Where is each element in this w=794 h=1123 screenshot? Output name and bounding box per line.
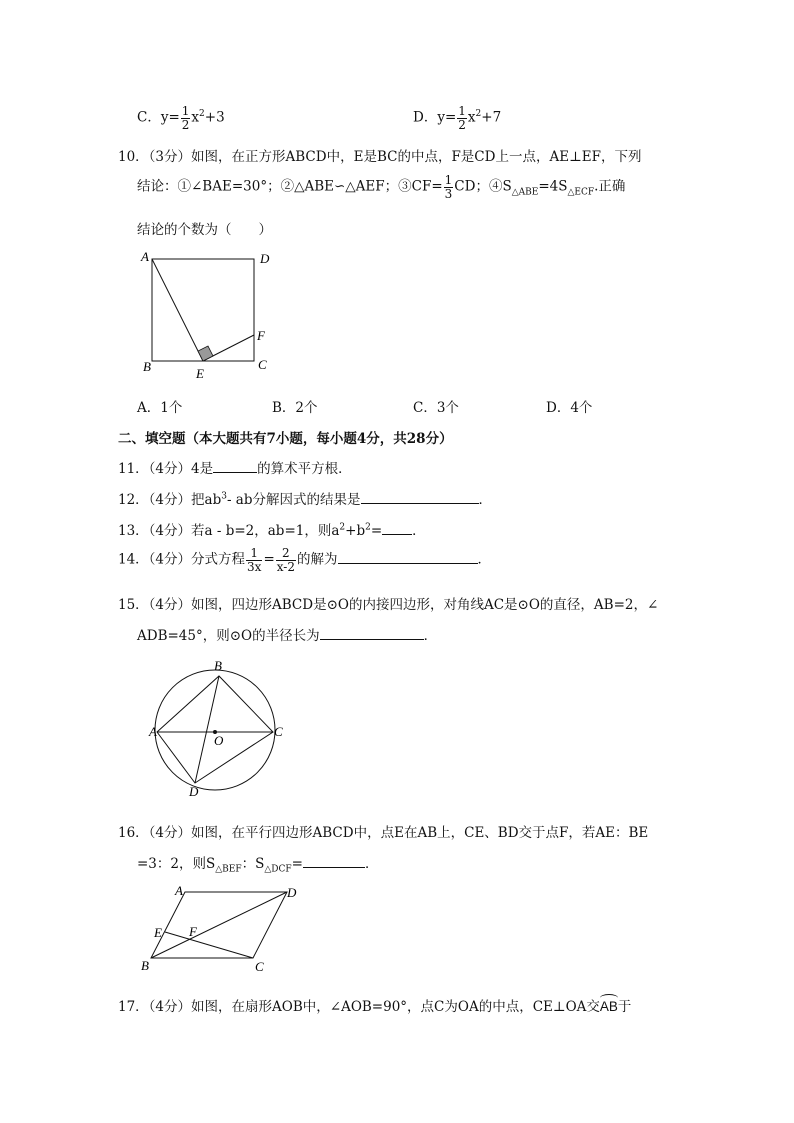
- label-a: A: [149, 724, 157, 739]
- q11-answer-blank: [213, 460, 257, 473]
- label-e: E: [196, 366, 204, 381]
- label-e: E: [154, 925, 162, 940]
- arc-ab: AB: [599, 999, 618, 1014]
- q9-option-d: D．y= $\frac{1}{2}$ $x^2+7$: [413, 104, 502, 132]
- q15-line2: ADB=45°，则⊙O的半径长为 ．: [137, 628, 438, 644]
- label-c: C: [255, 959, 264, 974]
- q15-circle-figure: [145, 655, 295, 805]
- q13: 13．（4分）若a - b=2，ab=1，则$a^2+b^2=$ ．: [118, 522, 426, 539]
- q16-line1: 16．（4分）如图，在平行四边形ABCD中，点E在AB上，CE、BD交于点F，若AE：BE: [118, 825, 649, 841]
- label-f: F: [189, 924, 197, 939]
- q15-answer-blank: [320, 627, 424, 640]
- q14: 14．（4分）分式方程 $\frac{1}{3x}$ = $\frac{2}{x-2}$ 的解为 ．: [118, 546, 491, 574]
- q11: 11．（4分）4是 的算术平方根．: [118, 461, 352, 477]
- label-f: F: [257, 328, 265, 343]
- section-heading: 二、填空题（本大题共有7小题，每小题4分，共28分）: [118, 431, 453, 447]
- label-d: D: [260, 251, 270, 266]
- label-b: B: [141, 958, 149, 973]
- label-c: C: [258, 357, 267, 372]
- q15-line1: 15．（4分）如图，四边形ABCD是⊙O的内接四边形，对角线AC是⊙O的直径，AB=2，∠: [118, 597, 659, 613]
- q16-line2: =3：2，则$S_{\triangle BEF}$：$S_{\triangle DCF}=$ ．: [137, 856, 379, 875]
- q16-parallelogram-figure: [135, 880, 310, 980]
- q9-option-c: C．y= $\frac{1}{2}$ $x^2+3$: [137, 104, 225, 132]
- label-b: B: [214, 658, 222, 673]
- q10-option-a: A．1个: [137, 400, 183, 416]
- q10-option-b: B．2个: [272, 400, 318, 416]
- q14-answer-blank: [338, 551, 478, 564]
- label-d: D: [189, 784, 199, 799]
- q12: 12．（4分）把$ab^3-$ ab分解因式的结果是 ．: [118, 491, 492, 508]
- segment-ae: [152, 259, 203, 361]
- q10-option-c: C．3个: [413, 400, 459, 416]
- q12-answer-blank: [361, 491, 479, 504]
- q16-answer-blank: [303, 855, 365, 868]
- label-a: A: [175, 883, 183, 898]
- label-c: C: [274, 724, 283, 739]
- label-o: O: [214, 733, 224, 748]
- right-angle-mark: [198, 346, 213, 361]
- label-d: D: [287, 885, 297, 900]
- q10-line2: 结论：①∠BAE=30°；②△ABE∽△AEF；③CF= $\frac{1}{3}$ CD；$④S_{\triangle ABE}=4S_{\triangle ECF}$.正确: [137, 173, 626, 201]
- q10-square-figure: [130, 245, 280, 385]
- diagonal-bd: [195, 676, 219, 783]
- label-a: A: [141, 249, 149, 264]
- label-b: B: [143, 359, 151, 374]
- q10-line1: 10．（3分）如图，在正方形ABCD中，E是BC的中点，F是CD上一点，AE⊥EF，下列: [118, 149, 642, 165]
- q17-line1: 17．（4分）如图，在扇形AOB中，∠AOB=90°，点C为OA的中点，CE⊥OA交AB于: [118, 999, 632, 1015]
- q10-option-d: D．4个: [546, 400, 593, 416]
- square-abcd: [152, 259, 254, 361]
- q10-line3: 结论的个数为（ ）: [137, 222, 272, 238]
- q13-answer-blank: [382, 522, 412, 535]
